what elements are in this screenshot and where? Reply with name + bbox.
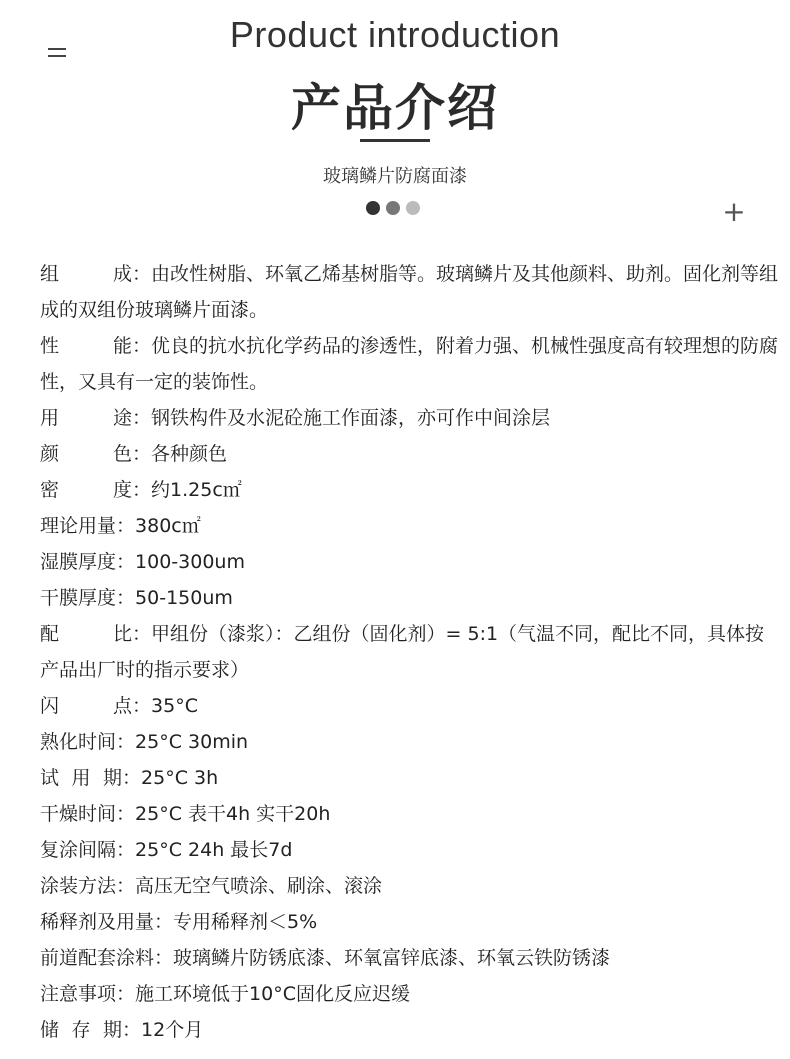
spec-sep: ： <box>122 767 142 789</box>
spec-row-pot-life <box>40 760 780 796</box>
spec-value: 25°C 表干4h 实干20h <box>135 803 331 825</box>
spec-label: 涂装方法 <box>40 875 117 897</box>
spec-label: 组成 <box>40 263 132 285</box>
spec-label: 复涂间隔 <box>40 839 117 861</box>
spec-value: 钢铁构件及水泥砼施工作面漆，亦可作中间涂层 <box>151 407 551 429</box>
spec-list <box>40 256 780 1048</box>
spec-row-application-method <box>40 868 780 904</box>
spec-sep: ： <box>116 875 136 897</box>
spec-sep: ： <box>116 551 136 573</box>
spec-value: 玻璃鳞片防锈底漆、环氧富锌底漆、环氧云铁防锈漆 <box>173 947 611 969</box>
spec-sep: ： <box>132 443 152 465</box>
spec-value: 50-150um <box>135 587 233 609</box>
spec-sep: ： <box>116 587 136 609</box>
spec-sep: ： <box>154 947 174 969</box>
spec-sep: ： <box>116 983 136 1005</box>
spec-value: 优良的抗水抗化学药品的渗透性，附着力强、机械性强度高有较理想的防腐性，又具有一定的装饰性。 <box>40 335 779 393</box>
spec-label: 前道配套涂料 <box>40 947 155 969</box>
spec-value: 专用稀释剂＜5% <box>173 911 318 933</box>
spec-row-dry-film <box>40 580 780 616</box>
spec-sep: ： <box>116 839 136 861</box>
spec-value: 施工环境低于10°C固化反应迟缓 <box>135 983 410 1005</box>
spec-row-recoat-interval <box>40 832 780 868</box>
spec-label: 配比 <box>40 623 132 645</box>
spec-label: 颜色 <box>40 443 132 465</box>
spec-sep: ： <box>116 803 136 825</box>
spec-value: 25°C 24h 最长7d <box>135 839 293 861</box>
spec-value: 各种颜色 <box>151 443 228 465</box>
title-divider <box>360 139 430 142</box>
spec-row-shelf-life <box>40 1012 780 1048</box>
spec-label: 性能 <box>40 335 132 357</box>
spec-row-curing-time <box>40 724 780 760</box>
spec-label: 稀释剂及用量 <box>40 911 155 933</box>
spec-value: 100-300um <box>135 551 245 573</box>
spec-sep: ： <box>132 623 152 645</box>
spec-row-theoretical-usage <box>40 508 780 544</box>
spec-value: 约1.25c㎡ <box>151 479 242 501</box>
spec-row-density <box>40 472 780 508</box>
spec-sep: ： <box>154 911 174 933</box>
spec-label: 注意事项 <box>40 983 117 1005</box>
page-title-chinese: 产品介绍 <box>291 79 499 137</box>
spec-row-usage <box>40 400 780 436</box>
spec-label: 熟化时间 <box>40 731 117 753</box>
spec-value: 25°C 3h <box>141 767 219 789</box>
page-title-english: Product introduction <box>229 14 561 55</box>
spec-row-flash-point <box>40 688 780 724</box>
spec-value: 380c㎡ <box>135 515 201 537</box>
spec-label: 闪点 <box>40 695 132 717</box>
product-name: 玻璃鳞片防腐面漆 <box>323 166 467 187</box>
spec-value: 甲组份（漆浆）：乙组份（固化剂）= 5:1（气温不同，配比不同，具体按产品出厂时的指示要求） <box>40 623 765 681</box>
spec-value: 高压无空气喷涂、刷涂、滚涂 <box>135 875 383 897</box>
spec-sep: ： <box>132 407 152 429</box>
spec-label: 湿膜厚度 <box>40 551 117 573</box>
spec-label: 干燥时间 <box>40 803 117 825</box>
carousel-dot[interactable] <box>406 201 420 215</box>
spec-sep: ： <box>132 695 152 717</box>
spec-sep: ： <box>132 479 152 501</box>
spec-sep: ： <box>132 263 152 285</box>
spec-label: 储存期 <box>40 1019 122 1041</box>
spec-row-thinner <box>40 904 780 940</box>
spec-label: 干膜厚度 <box>40 587 117 609</box>
spec-sep: ： <box>116 515 136 537</box>
plus-icon[interactable]: + <box>722 195 746 228</box>
spec-row-drying-time <box>40 796 780 832</box>
carousel-dot[interactable] <box>386 201 400 215</box>
spec-sep: ： <box>122 1019 142 1041</box>
spec-label: 密度 <box>40 479 132 501</box>
spec-sep: ： <box>132 335 152 357</box>
spec-row-performance <box>40 328 780 400</box>
spec-value: 25°C 30min <box>135 731 249 753</box>
spec-label: 理论用量 <box>40 515 117 537</box>
spec-label: 用途 <box>40 407 132 429</box>
spec-value: 35°C <box>151 695 198 717</box>
spec-sep: ： <box>116 731 136 753</box>
spec-label: 试用期 <box>40 767 122 789</box>
spec-value: 12个月 <box>141 1019 204 1041</box>
spec-row-ratio <box>40 616 780 688</box>
spec-row-wet-film <box>40 544 780 580</box>
spec-row-notes <box>40 976 780 1012</box>
carousel-dots <box>366 201 420 215</box>
spec-row-composition <box>40 256 780 328</box>
spec-row-primer <box>40 940 780 976</box>
carousel-dot[interactable] <box>366 201 380 215</box>
spec-value: 由改性树脂、环氧乙烯基树脂等。玻璃鳞片及其他颜料、助剂。固化剂等组成的双组份玻璃鳞片面漆。 <box>40 263 779 321</box>
spec-row-color <box>40 436 780 472</box>
